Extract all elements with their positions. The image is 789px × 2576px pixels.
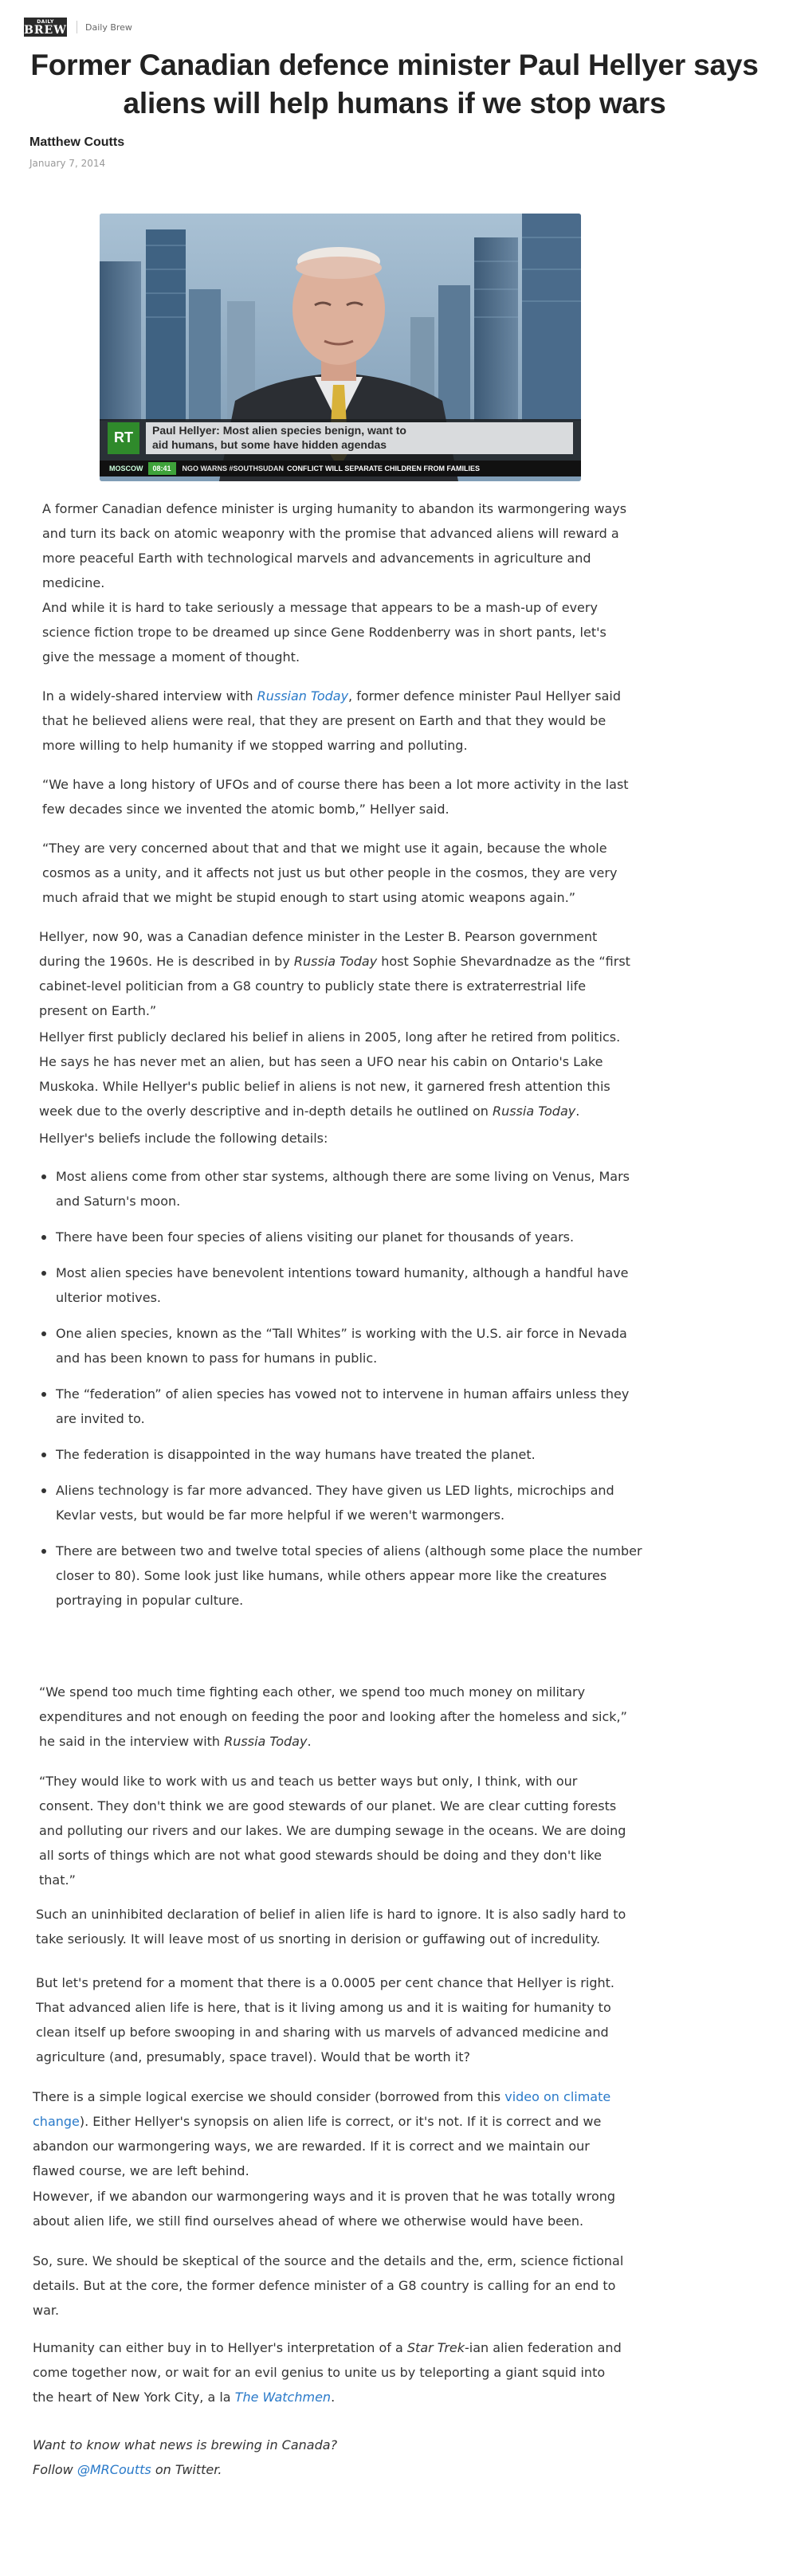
p7-text-b: .: [575, 1104, 580, 1119]
paragraph-10: “They would like to work with us and teach us better ways but only, I think, with our consent. They don't think we are good stewards of our planet. We are clear cutting forests and polluting our rivers and our lakes. We are dumping sewage in the oceans. We are doing all sorts of things which are not what good stewards should be doing and they don't like that.”: [39, 1774, 626, 1888]
article-headline: Former Canadian defence minister Paul Hellyer says aliens will help humans if we stop wars: [30, 49, 759, 120]
logo-big-text: BREW: [24, 23, 67, 37]
ticker-text-a: NGO WARNS #SOUTHSUDAN: [182, 465, 285, 472]
follow-text: Follow: [33, 2462, 77, 2477]
site-header: [24, 18, 132, 37]
paragraph-15: So, sure. We should be skeptical of the source and the details and the, erm, science fictional details. But at the core, the former defence minister of a G8 country is calling for an end to war.: [33, 2253, 624, 2318]
paragraph-7: [39, 1025, 633, 1123]
paragraph-6: [39, 924, 633, 1023]
list-item: There are between two and twelve total species of aliens (although some place the number closer to 80). Some look just like humans, while others appear more like the creatures portraying in popular culture.: [40, 1539, 646, 1613]
rt-logo: RT: [114, 429, 133, 445]
list-item: Most aliens come from other star systems, although there are some living on Venus, Mars and Saturn's moon.: [40, 1164, 646, 1214]
photo-caption: [152, 423, 406, 452]
paragraph-12: But let's pretend for a moment that there is a 0.0005 per cent chance that Hellyer is right. That advanced alien life is here, that is it living among us and it is waiting for humanity to clean itself up before swooping in and sharing with us marvels of advanced medicine and agriculture (and, presumably, space travel). Would that be worth it?: [36, 1975, 614, 2064]
news-ticker: [100, 461, 581, 476]
paragraph-8: Hellyer's beliefs include the following details:: [39, 1131, 328, 1146]
caption-line-2: aid humans, but some have hidden agendas: [152, 438, 387, 451]
twitter-handle-link[interactable]: @MRCoutts: [77, 2462, 151, 2477]
ticker-time: 08:41: [148, 462, 176, 475]
paragraph-4: “We have a long history of UFOs and of course there has been a lot more activity in the last few decades since we invented the atomic bomb,” Hellyer said.: [42, 777, 629, 817]
p6-emphasis: Russia Today: [293, 954, 378, 969]
paragraph-11: Such an uninhibited declaration of belief in alien life is hard to ignore. It is also sadly hard to take seriously. It will leave most of us snorting in derision or guffawing out of incredulity.: [36, 1907, 626, 1947]
p3-text-a: In a widely-shared interview with: [42, 688, 257, 704]
list-item: Most alien species have benevolent intentions toward humanity, although a handful have ulterior motives.: [40, 1261, 646, 1310]
list-item: The federation is disappointed in the way humans have treated the planet.: [40, 1442, 646, 1467]
p9-text-a: “We spend too much time fighting each other, we spend too much money on military expenditures and not enough on feeding the poor and looking after the homeless and sick,” he said in the interview with: [39, 1684, 627, 1749]
p9-emphasis: Russia Today: [224, 1734, 308, 1749]
p6-text-a: Hellyer, now 90, was a Canadian defence minister in the Lester B. Pearson government during the 1960s. He is described in by: [39, 929, 598, 969]
twitter-text: on Twitter.: [151, 2462, 222, 2477]
author-name[interactable]: Matthew Coutts: [29, 135, 125, 149]
beliefs-list: [40, 1164, 646, 1613]
caption-line-1: Paul Hellyer: Most alien species benign, want to: [152, 424, 406, 437]
p16-text-c: .: [331, 2390, 336, 2405]
p16-text-b: -ian alien federation and come together now, or wait for an evil genius to unite us by teleporting a giant squid into the heart of New York City, a la: [33, 2340, 622, 2405]
logo-small-text: DAILY: [37, 18, 54, 25]
cta-line: Want to know what news is brewing in Canada?: [33, 2437, 338, 2452]
p9-text-b: .: [307, 1734, 312, 1749]
ticker-text-b: CONFLICT WILL SEPARATE CHILDREN FROM FAMILIES: [287, 465, 481, 472]
climate-video-link[interactable]: video on climate change: [33, 2089, 611, 2129]
list-item: There have been four species of aliens visiting our planet for thousands of years.: [40, 1225, 646, 1249]
paragraph-13: [33, 2084, 626, 2183]
ticker-city: MOSCOW: [109, 465, 143, 472]
paragraph-5: “They are very concerned about that and that we might use it again, because the whole cosmos as a unity, and it affects not just us but other people in the cosmos, they are very much afraid that we might be stupid enough to start using atomic weapons again.”: [42, 841, 618, 905]
publish-date: January 7, 2014: [29, 158, 106, 169]
section-link[interactable]: Daily Brew: [85, 22, 132, 33]
p13-text-b: ). Either Hellyer's synopsis on alien life is correct, or it's not. If it is correct and we abandon our warmongering ways, we are rewarded. If it is correct and we maintain our flawed course, we are left behind.: [33, 2114, 602, 2178]
russian-today-link[interactable]: Russian Today: [257, 688, 349, 704]
paragraph-2: And while it is hard to take seriously a message that appears to be a mash-up of every science fiction trope to be dreamed up since Gene Roddenberry was in short pants, let's give the message a moment of thought.: [42, 600, 606, 665]
paragraph-9: [39, 1680, 633, 1754]
list-item: Aliens technology is far more advanced. They have given us LED lights, microchips and Kevlar vests, but would be far more helpful if we weren't warmongers.: [40, 1478, 646, 1527]
paragraph-14: However, if we abandon our warmongering ways and it is proven that he was totally wrong about alien life, we still find ourselves ahead of where we otherwise would have been.: [33, 2189, 616, 2229]
watchmen-link[interactable]: The Watchmen: [234, 2390, 332, 2405]
list-item: The “federation” of alien species has vowed not to intervene in human affairs unless they are invited to.: [40, 1382, 646, 1431]
daily-brew-logo[interactable]: [24, 18, 67, 37]
p13-text-a: There is a simple logical exercise we should consider (borrowed from this: [33, 2089, 505, 2104]
list-item: One alien species, known as the “Tall Whites” is working with the U.S. air force in Nevada and has been known to pass for humans in public.: [40, 1321, 646, 1370]
paragraph-16: [33, 2335, 626, 2409]
twitter-cta: [33, 2457, 626, 2482]
p16-text-a: Humanity can either buy in to Hellyer's interpretation of a: [33, 2340, 407, 2355]
p7-text-a: Hellyer first publicly declared his belief in aliens in 2005, long after he retired from politics. He says he has never met an alien, but has seen a UFO near his cabin on Ontario's Lake Muskoka. While Hellyer's public belief in aliens is not new, it garnered fresh attention this week due to the overly descriptive and in-depth details he outlined on: [39, 1029, 621, 1119]
article-photo[interactable]: [100, 214, 581, 481]
p7-emphasis: Russia Today: [492, 1104, 576, 1119]
paragraph-3: [42, 684, 636, 758]
p3-text-b: , former defence minister Paul Hellyer said that he believed aliens were real, that they are present on Earth and that they would be more willing to help humanity if we stopped warring and polluting.: [42, 688, 621, 753]
p16-emphasis: Star Trek: [406, 2340, 465, 2355]
paragraph-1: A former Canadian defence minister is urging humanity to abandon its warmongering ways and turn its back on atomic weaponry with the promise that advanced aliens will reward a more peaceful Earth with technological marvels and advancements in agriculture and medicine.: [42, 501, 627, 590]
p6-text-b: host Sophie Shevardnadze as the “first cabinet-level politician from a G8 country to publicly state there is extraterrestrial life present on Earth.”: [39, 954, 630, 1018]
